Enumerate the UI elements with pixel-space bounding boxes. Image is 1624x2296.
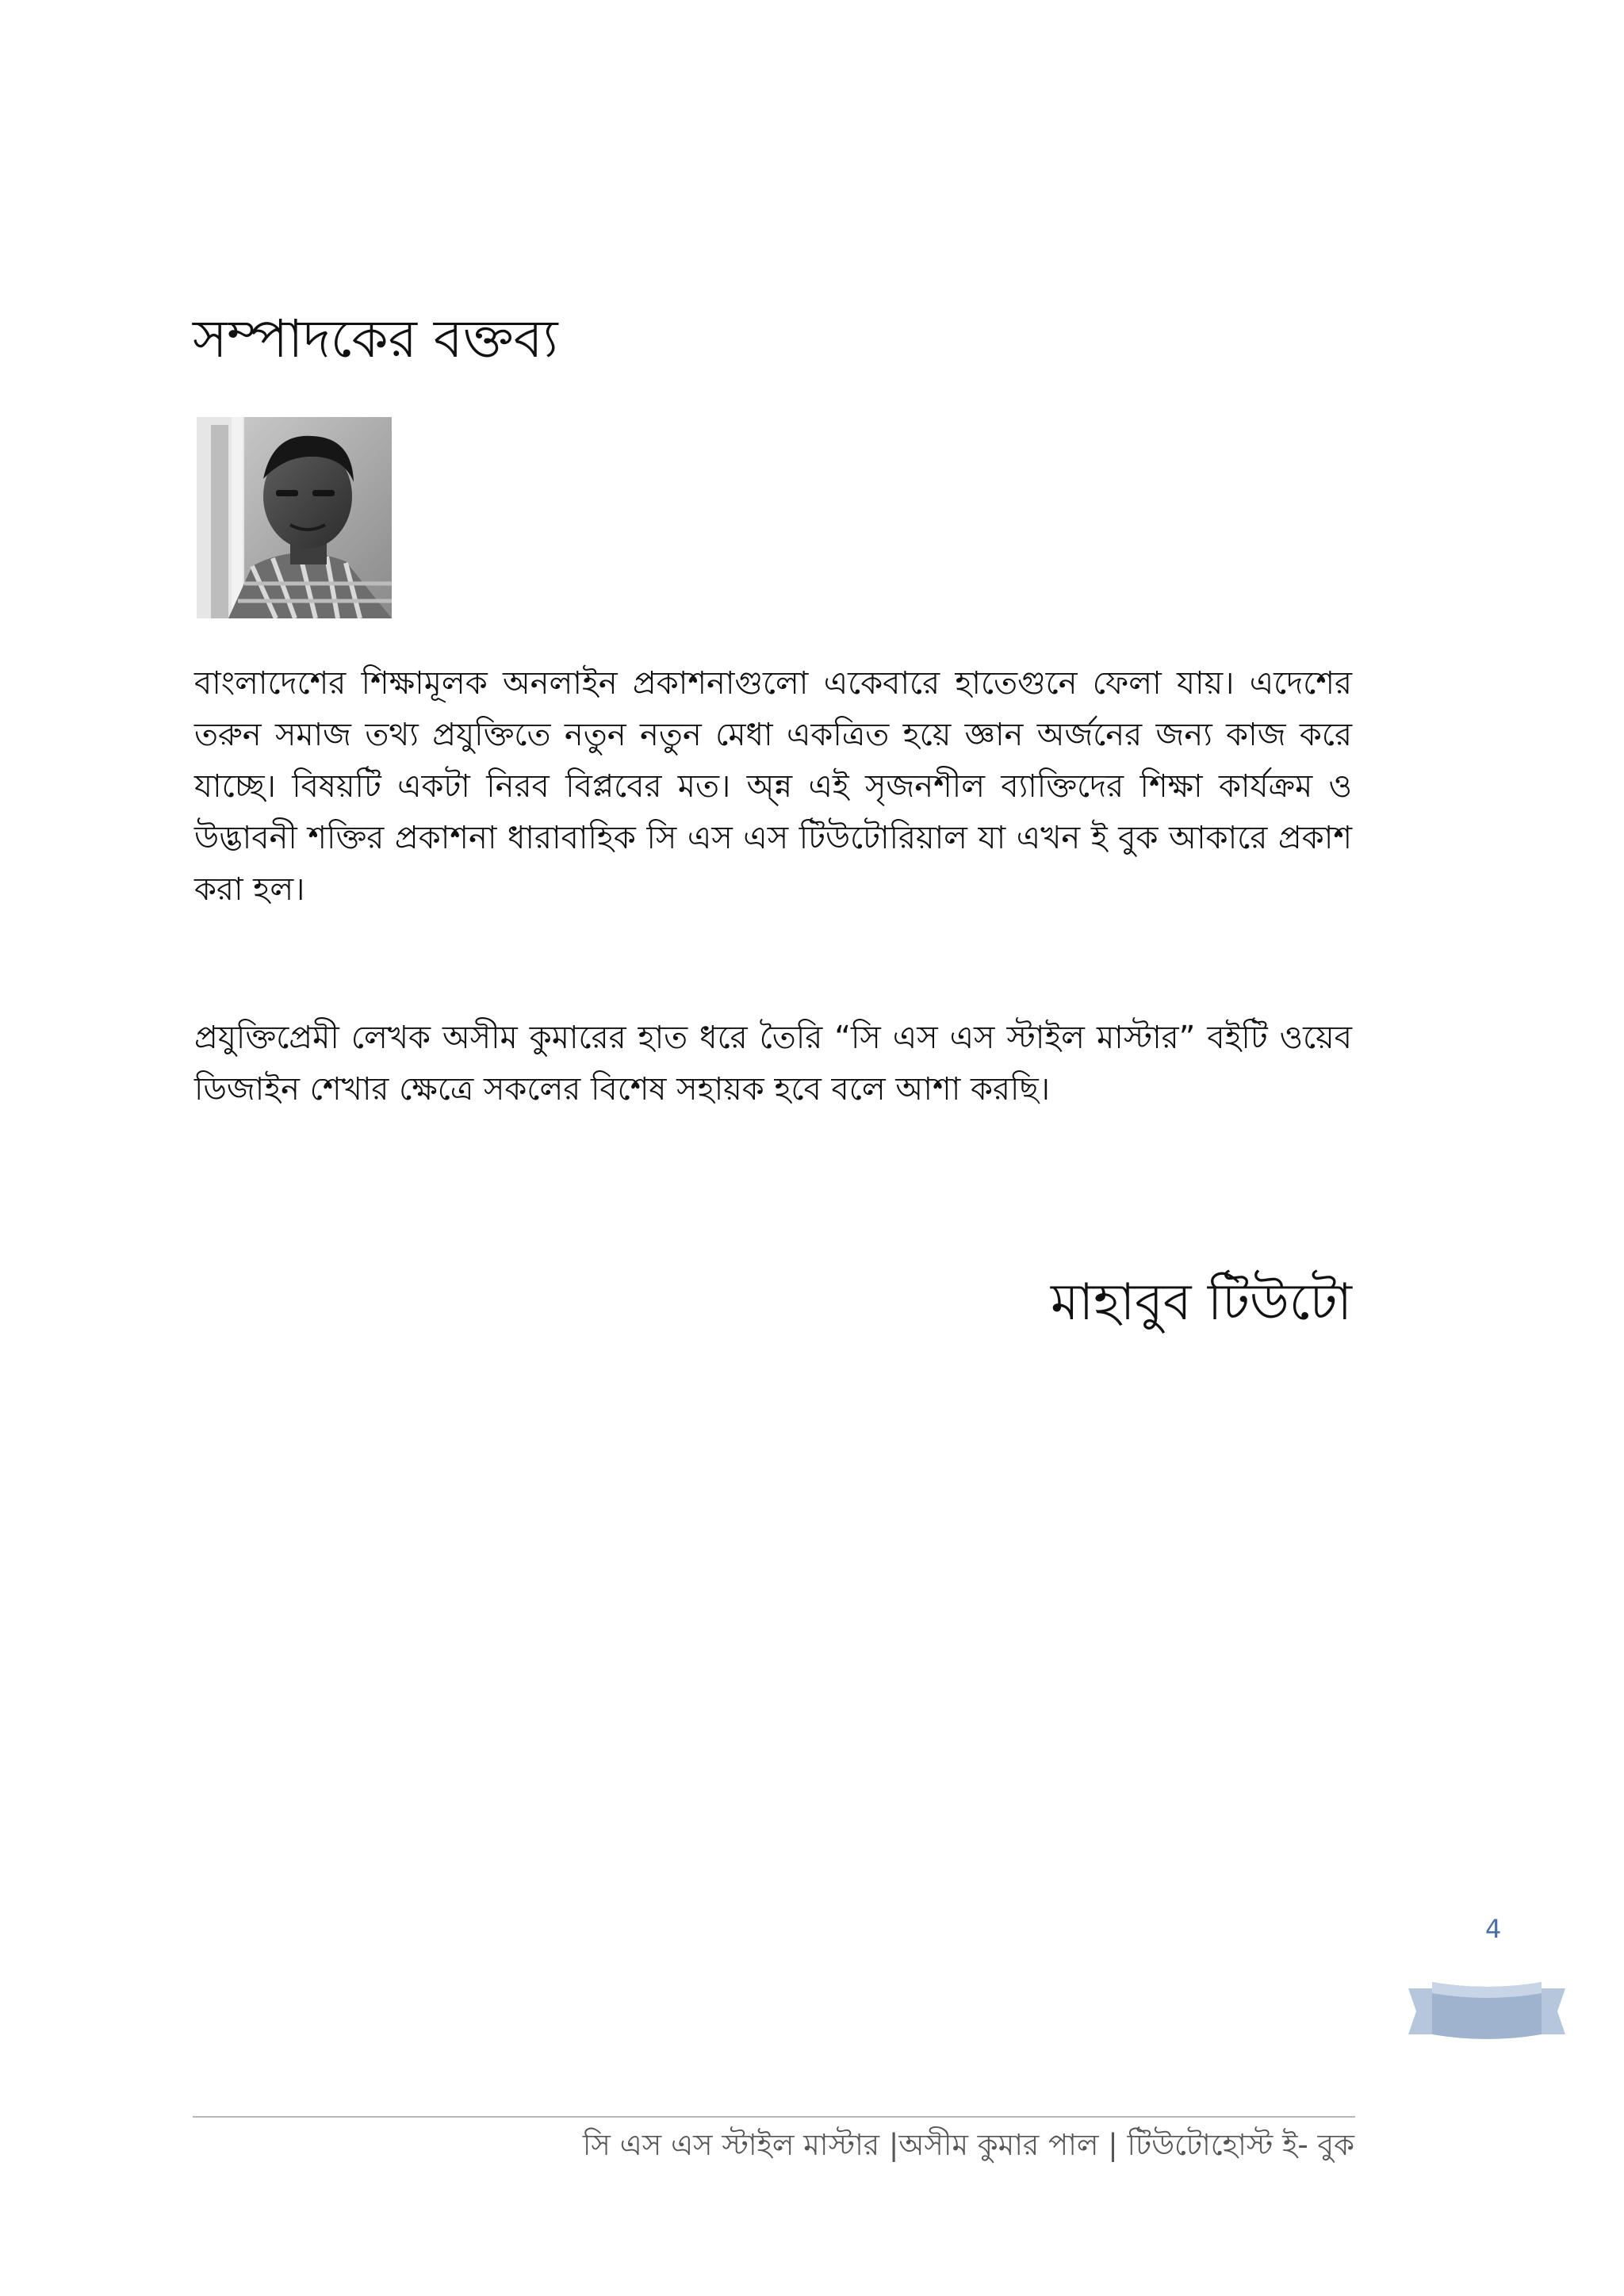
page-title: সম্পাদকের বক্তব্য: [193, 308, 558, 369]
page-number: 4: [1485, 1914, 1502, 1944]
editor-signature: মাহাবুব টিউটো: [1050, 1273, 1352, 1332]
page-ribbon-decoration: [1408, 1982, 1565, 2041]
editor-portrait-photo: [197, 417, 392, 618]
footer-divider: [193, 2116, 1355, 2118]
closing-paragraph: প্রযুক্তিপ্রেমী লেখক অসীম কুমারের হাত ধরে তৈরি “সি এস এস স্টাইল মাস্টার” বইটি ওয়েব ডিজাইন শেখার ক্ষেত্রে সকলের বিশেষ সহায়ক হবে বলে আশা করছি।: [194, 1020, 1352, 1108]
footer-text: সি এস এস স্টাইল মাস্টার |অসীম কুমার পাল | টিউটোহোস্ট ই- বুক: [582, 2128, 1354, 2162]
intro-paragraph: বাংলাদেশের শিক্ষামূলক অনলাইন প্রকাশনাগুলো একেবারে হাতেগুনে ফেলা যায়। এদেশের তরুন সমাজ তথ্য প্রযুক্তিতে নতুন নতুন মেধা একত্রিত হয়ে জ্ঞান অর্জনের জন্য কাজ করে যাচ্ছে। বিষয়টি একটা নিরব বিপ্লবের মত। অ্ন্ন এই সৃজনশীল ব্যাক্তিদের শিক্ষা কার্যক্রম ও উদ্ভাবনী শক্তির প্রকাশনা ধারাবাহিক সি এস এস টিউটোরিয়াল যা এখন ই বুক আকারে প্রকাশ করা হল।: [194, 665, 1352, 908]
